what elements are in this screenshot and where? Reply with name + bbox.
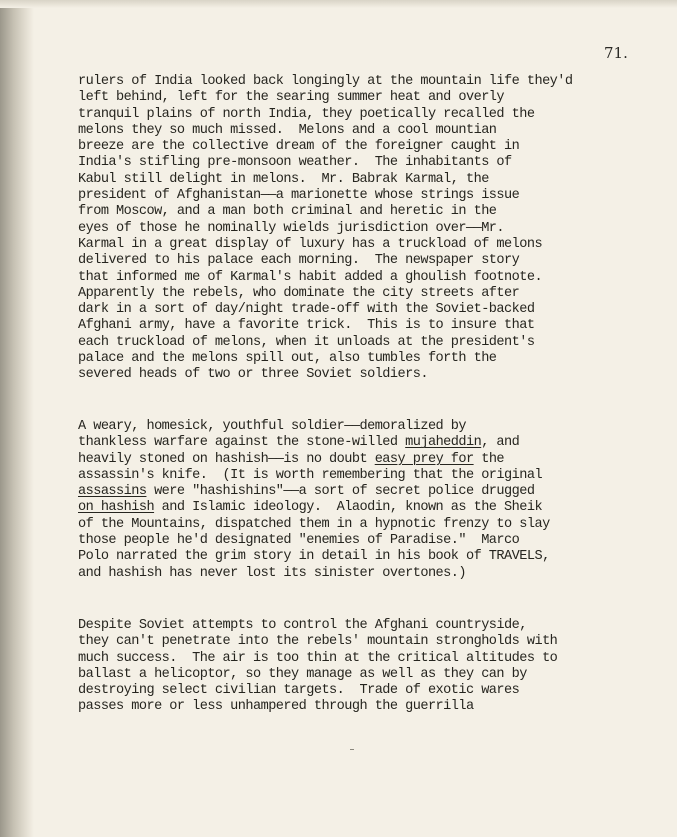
- text-line: on hashish and Islamic ideology. Alaodin, known as the Sheik: [78, 500, 543, 516]
- page-number: 71.: [604, 44, 628, 62]
- text-line: and hashish has never lost its sinister overtones.): [78, 565, 466, 581]
- text-line: India's stifling pre-monsoon weather. The inhabitants of: [78, 155, 512, 171]
- text-line: assassins were "hashishins"——a sort of secret police drugged: [78, 484, 535, 500]
- underlined-phrase: mujaheddin: [405, 435, 482, 451]
- text-line: left behind, left for the searing summer heat and overly: [78, 90, 505, 106]
- text-line: severed heads of two or three Soviet soldiers.: [78, 367, 428, 383]
- text-line: each truckload of melons, when it unloads at the president's: [78, 334, 535, 350]
- book-spine-shadow: [0, 0, 34, 837]
- text-line: dark in a sort of day/night trade-off with the Soviet-backed: [78, 302, 535, 318]
- text-line: those people he'd designated "enemies of Paradise." Marco: [78, 533, 520, 549]
- text-line: palace and the melons spill out, also tumbles forth the: [78, 351, 497, 367]
- text-line: president of Afghanistan——a marionette whose strings issue: [78, 188, 520, 204]
- text-line: destroying select civilian targets. Trade of exotic wares: [78, 683, 520, 699]
- underlined-phrase: easy prey for: [374, 451, 474, 467]
- text-line: thankless warfare against the stone-willed mujaheddin, and: [78, 435, 520, 451]
- text-line: heavily stoned on hashish——is no doubt easy prey for the: [78, 451, 505, 467]
- text-line: Apparently the rebels, who dominate the city streets after: [78, 285, 520, 301]
- text-line: eyes of those he nominally wields jurisdiction over——Mr.: [78, 220, 505, 236]
- text-line: rulers of India looked back longingly at the mountain life they'd: [78, 74, 573, 89]
- paragraph-3: [78, 618, 618, 716]
- text-line: from Moscow, and a man both criminal and heretic in the: [78, 204, 497, 220]
- text-line: A weary, homesick, youthful soldier——demoralized by: [78, 419, 466, 434]
- page-top-edge: [0, 0, 677, 8]
- text-line: Afghani army, have a favorite trick. This is to insure that: [78, 318, 535, 334]
- text-line: melons they so much missed. Melons and a cool mountian: [78, 122, 497, 138]
- text-line: they can't penetrate into the rebels' mountain strongholds with: [78, 634, 558, 650]
- text-line: of the Mountains, dispatched them in a hypnotic frenzy to slay: [78, 516, 550, 532]
- underlined-phrase: assassins: [78, 484, 147, 500]
- underlined-phrase: on hashish: [78, 500, 155, 516]
- text-line: Kabul still delight in melons. Mr. Babrak Karmal, the: [78, 171, 489, 187]
- stray-mark: [350, 749, 354, 750]
- paragraph-2: [78, 419, 618, 582]
- text-line: breeze are the collective dream of the foreigner caught in: [78, 139, 520, 155]
- text-line: much success. The air is too thin at the critical altitudes to: [78, 650, 558, 666]
- text-line: ballast a helicoptor, so they manage as well as they can by: [78, 666, 527, 682]
- text-line: Polo narrated the grim story in detail in his book of TRAVELS,: [78, 549, 550, 565]
- text-line: assassin's knife. (It is worth remembering that the original: [78, 467, 543, 483]
- text-line: delivered to his palace each morning. The newspaper story: [78, 253, 520, 269]
- text-line: Karmal in a great display of luxury has a truckload of melons: [78, 236, 543, 252]
- text-line: passes more or less unhampered through the guerrilla: [78, 699, 474, 715]
- text-line: Despite Soviet attempts to control the Afghani countryside,: [78, 618, 527, 633]
- text-line: tranquil plains of north India, they poetically recalled the: [78, 106, 535, 122]
- text-line: that informed me of Karmal's habit added a ghoulish footnote.: [78, 269, 543, 285]
- paragraph-1: [78, 74, 618, 384]
